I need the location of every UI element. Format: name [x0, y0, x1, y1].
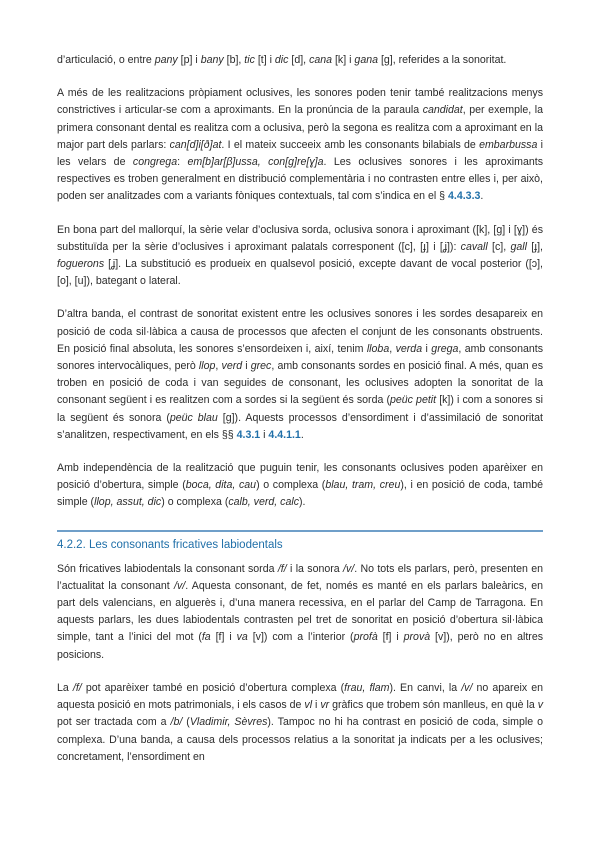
paragraph-2: A més de les realitzacions pròpiament oclusives, les sonores poden tenir també realitzacions menys constrictives i articular-se com a aproximants. En la pronúncia de la paraula candidat, per exemple, la primera consonant dental es realitza com a oclusiva, però la segona es realitza com a aproximant en la major part dels parlars: can[d]i[ð]at. I el mateix succeeix amb les consonants bilabials de embarbussa i les velars de congrega: em[b]ar[β]ussa, con[g]re[ɣ]a. Les oclusives sonores i les aproximants respectives es troben generalment en distribució complementària i no contrasten entre elles i, per això, poden ser analitzades com a variants fòniques contextuals, tal com s’indica en el § 4.4.3.3. [57, 87, 543, 203]
section-link-4-4-3-3[interactable]: 4.4.3.3 [448, 190, 481, 203]
section-link-4-4-1-1[interactable]: 4.4.1.1 [268, 428, 301, 441]
paragraph-1: d’articulació, o entre pany [p] i bany [b], tic [t] i dic [d], cana [k] i gana [g], referides a la sonoritat. [57, 54, 507, 66]
section-link-4-3-1[interactable]: 4.3.1 [236, 428, 261, 441]
document-page [57, 52, 543, 766]
paragraph-4: D’altra banda, el contrast de sonoritat existent entre les oclusives sonores i les sordes desapareix en posició de coda sil·làbica a causa de processos que afecten el conjunt de les consonants obstruents. En posició final absoluta, les sonores s’ensordeixen i, així, tenim lloba, verda i grega, amb consonants sonores intervocàliques, però llop, verd i grec, amb consonants sordes en posició final. A més, quan es troben en posició de coda i van seguides de consonant, les oclusives adopten la sonoritat de la consonant següent i es realitzen com a sordes si la següent és sorda (peüc petit [k]) i com a sonores si la següent és sonora (peüc blau [g]). Aquests processos d’ensordiment i d’assimilació de sonoritat s’analitzen, respectivament, en els §§ 4.3.1 i 4.4.1.1. [57, 308, 543, 441]
paragraph-7: La /f/ pot aparèixer també en posició d’obertura complexa (frau, flam). En canvi, la /v/ no apareix en aquesta posició en mots patrimonials, i els casos de vl i vr gràfics que trobem són manlleus, en què la v pot ser tractada com a /b/ (Vladimir, Sèvres). Tampoc no hi ha contrast en posició de coda, simple o complexa. D’una banda, a causa dels processos relatius a la sonoritat ja indicats per a les oclusives; concretament, l’ensordiment en [57, 681, 544, 763]
paragraph-3: En bona part del mallorquí, la sèrie velar d’oclusiva sorda, oclusiva sonora i aproximant ([k], [g] i [ɣ]) és substituïda per la sèrie d’oclusives i aproximant palatals corresponent ([c], [ɟ] i [ʝ]): cavall [c], gall [ɟ], foguerons [ʝ]. La substitució es produeix en qualsevol posició, excepte davant de vocal posterior ([ɔ], [o], [u]), bategant o lateral. [57, 223, 544, 288]
paragraph-6: Són fricatives labiodentals la consonant sorda /f/ i la sonora /v/. No tots els parlars, però, presenten en l’actualitat la consonant /v/. Aquesta consonant, de fet, només es manté en els parlars baleàrics, en part dels valencians, en alguerès i, d’una manera recessiva, en el parlar del Camp de Tarragona. En aquests parlars, les dues labiodentals contrasten pel tret de sonoritat en posició d’obertura sil·làbica simple, tant a l’inici del mot (fa [f] i va [v]) com a l’interior (profà [f] i provà [v]), però no en altres posicions. [57, 562, 544, 661]
section-title: 4.2.2. Les consonants fricatives labiodentals [57, 538, 283, 551]
section-header [57, 530, 543, 553]
paragraph-5: Amb independència de la realització que puguin tenir, les consonants oclusives poden aparèixer en posició d’obertura, simple (boca, dita, cau) o complexa (blau, tram, creu), i en posició de coda, també simple (llop, assut, dic) o complexa (calb, verd, calc). [57, 462, 543, 509]
